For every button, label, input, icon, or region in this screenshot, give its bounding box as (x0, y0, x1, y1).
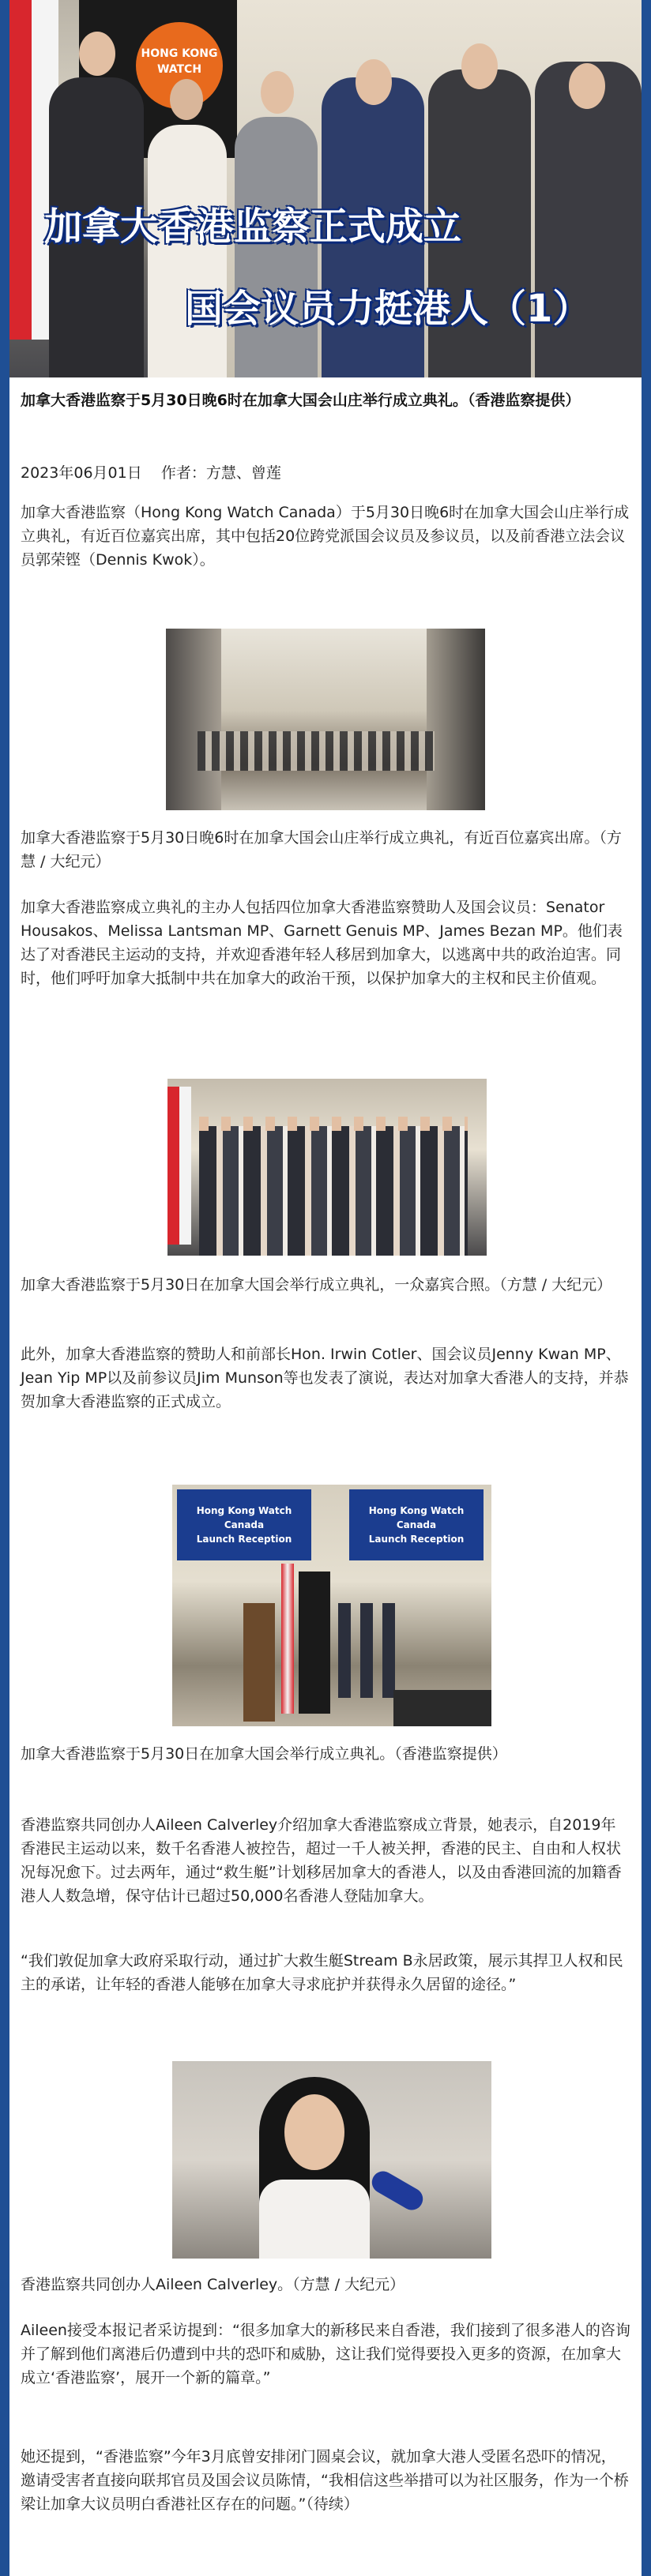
lead-caption: 加拿大香港监察于5月30日晚6时在加拿大国会山庄举行成立典礼。（香港监察提供） (21, 392, 581, 409)
paragraph-3: 此外，加拿大香港监察的赞助人和前部长Hon. Irwin Cotler、国会议员Jenny Kwan MP、Jean Yip MP以及前参议员Jim Munson等也发表了演说，表达对加拿大香港人的支持，并恭贺加拿大香港监察的正式成立。 (21, 1346, 629, 1410)
photo-2-caption: 加拿大香港监察于5月30日在加拿大国会举行成立典礼，一众嘉宾合照。（方慧 / 大纪元） (21, 1276, 612, 1294)
paragraph-1: 加拿大香港监察（Hong Kong Watch Canada）于5月30日晚6时在加拿大国会山庄举行成立典礼，有近百位嘉宾出席，其中包括20位跨党派国会议员及参议员，以及前香港立法会议员郭荣铿（Dennis Kwok）。 (21, 504, 630, 569)
person-2 (148, 125, 227, 377)
hong-kong-watch-logo: HONG KONG WATCH (136, 22, 223, 109)
author-label: 作者： (160, 464, 206, 482)
hero-title-line2: 国会议员力挺港人（1） (185, 287, 591, 331)
publish-date: 2023年06月01日 (21, 464, 142, 482)
paragraph-6: 她还提到，“香港监察”今年3月底曾安排闭门圆桌会议，就加拿大港人受匿名恐吓的情况，邀请受害者直接向联邦官员及国会议员陈情，“我相信这些举措可以为社区服务，作为一个桥梁让加拿大议员明白香港社区存在的问题。”（待续） (21, 2448, 629, 2513)
photo-portrait (172, 2061, 491, 2259)
photo-stage (172, 1485, 491, 1726)
screen-right: Hong Kong Watch Canada Launch Reception (349, 1489, 484, 1560)
photo-1-caption: 加拿大香港监察于5月30日晚6时在加拿大国会山庄举行成立典礼，有近百位嘉宾出席。（方慧 / 大纪元） (21, 829, 622, 870)
person-6-head (569, 63, 605, 109)
person-2-head (170, 79, 203, 120)
author-names: 方慧、曾莲 (205, 464, 281, 482)
quote-paragraph: “我们敦促加拿大政府采取行动，通过扩大救生艇Stream B永居政策，展示其捍卫人权和民主的承诺，让年轻的香港人能够在加拿大寻求庇护并获得永久居留的途径。” (21, 1952, 623, 1993)
article-meta (21, 461, 630, 485)
photo-4-caption: 香港监察共同创办人Aileen Calverley。（方慧 / 大纪元） (21, 2276, 405, 2293)
paragraph-2: 加拿大香港监察成立典礼的主办人包括四位加拿大香港监察赞助人及国会议员：Senator Housakos、Melissa Lantsman MP、Garnett Genuis MP、James Bezan MP。他们表达了对香港民主运动的支持，并欢迎香港年轻人移居到加拿大，以逃离中共的政治迫害。同时，他们呼吁加拿大抵制中共在加拿大的政治干预，以保护加拿大的主权和民主价值观。 (21, 899, 623, 987)
person-5-head (461, 43, 498, 89)
person-1-head (79, 32, 115, 76)
photo-ballroom (166, 629, 485, 810)
photo-group (167, 1079, 487, 1256)
hero-title-line1: 加拿大香港监察正式成立 (44, 205, 462, 249)
microphone (368, 2167, 427, 2214)
paragraph-4: 香港监察共同创办人Aileen Calverley介绍加拿大香港监察成立背景，她表示，自2019年香港民主运动以来，数千名香港人被控告，超过一千人被关押，香港的民主、自由和人权状况每况愈下。过去两年，通过“救生艇”计划移居加拿大的香港人，以及由香港回流的加籍香港人人数急增，保守估计已超过50,000名香港人登陆加拿大。 (21, 1816, 622, 1905)
paragraph-5: Aileen接受本报记者采访提到：“很多加拿大的新移民来自香港，我们接到了很多港人的咨询并了解到他们离港后仍遭到中共的恐吓和威胁，这让我们觉得要投入更多的资源，在加拿大成立‘香港监察’，展开一个新的篇章。” (21, 2322, 630, 2386)
screen-left: Hong Kong Watch Canada Launch Reception (177, 1489, 311, 1560)
hero-image (9, 0, 642, 377)
person-3-head (261, 71, 294, 114)
person-4-head (356, 59, 392, 105)
podium (243, 1603, 275, 1722)
article-container (9, 0, 642, 2576)
photo-3-caption: 加拿大香港监察于5月30日在加拿大国会举行成立典礼。（香港监察提供） (21, 1745, 507, 1763)
